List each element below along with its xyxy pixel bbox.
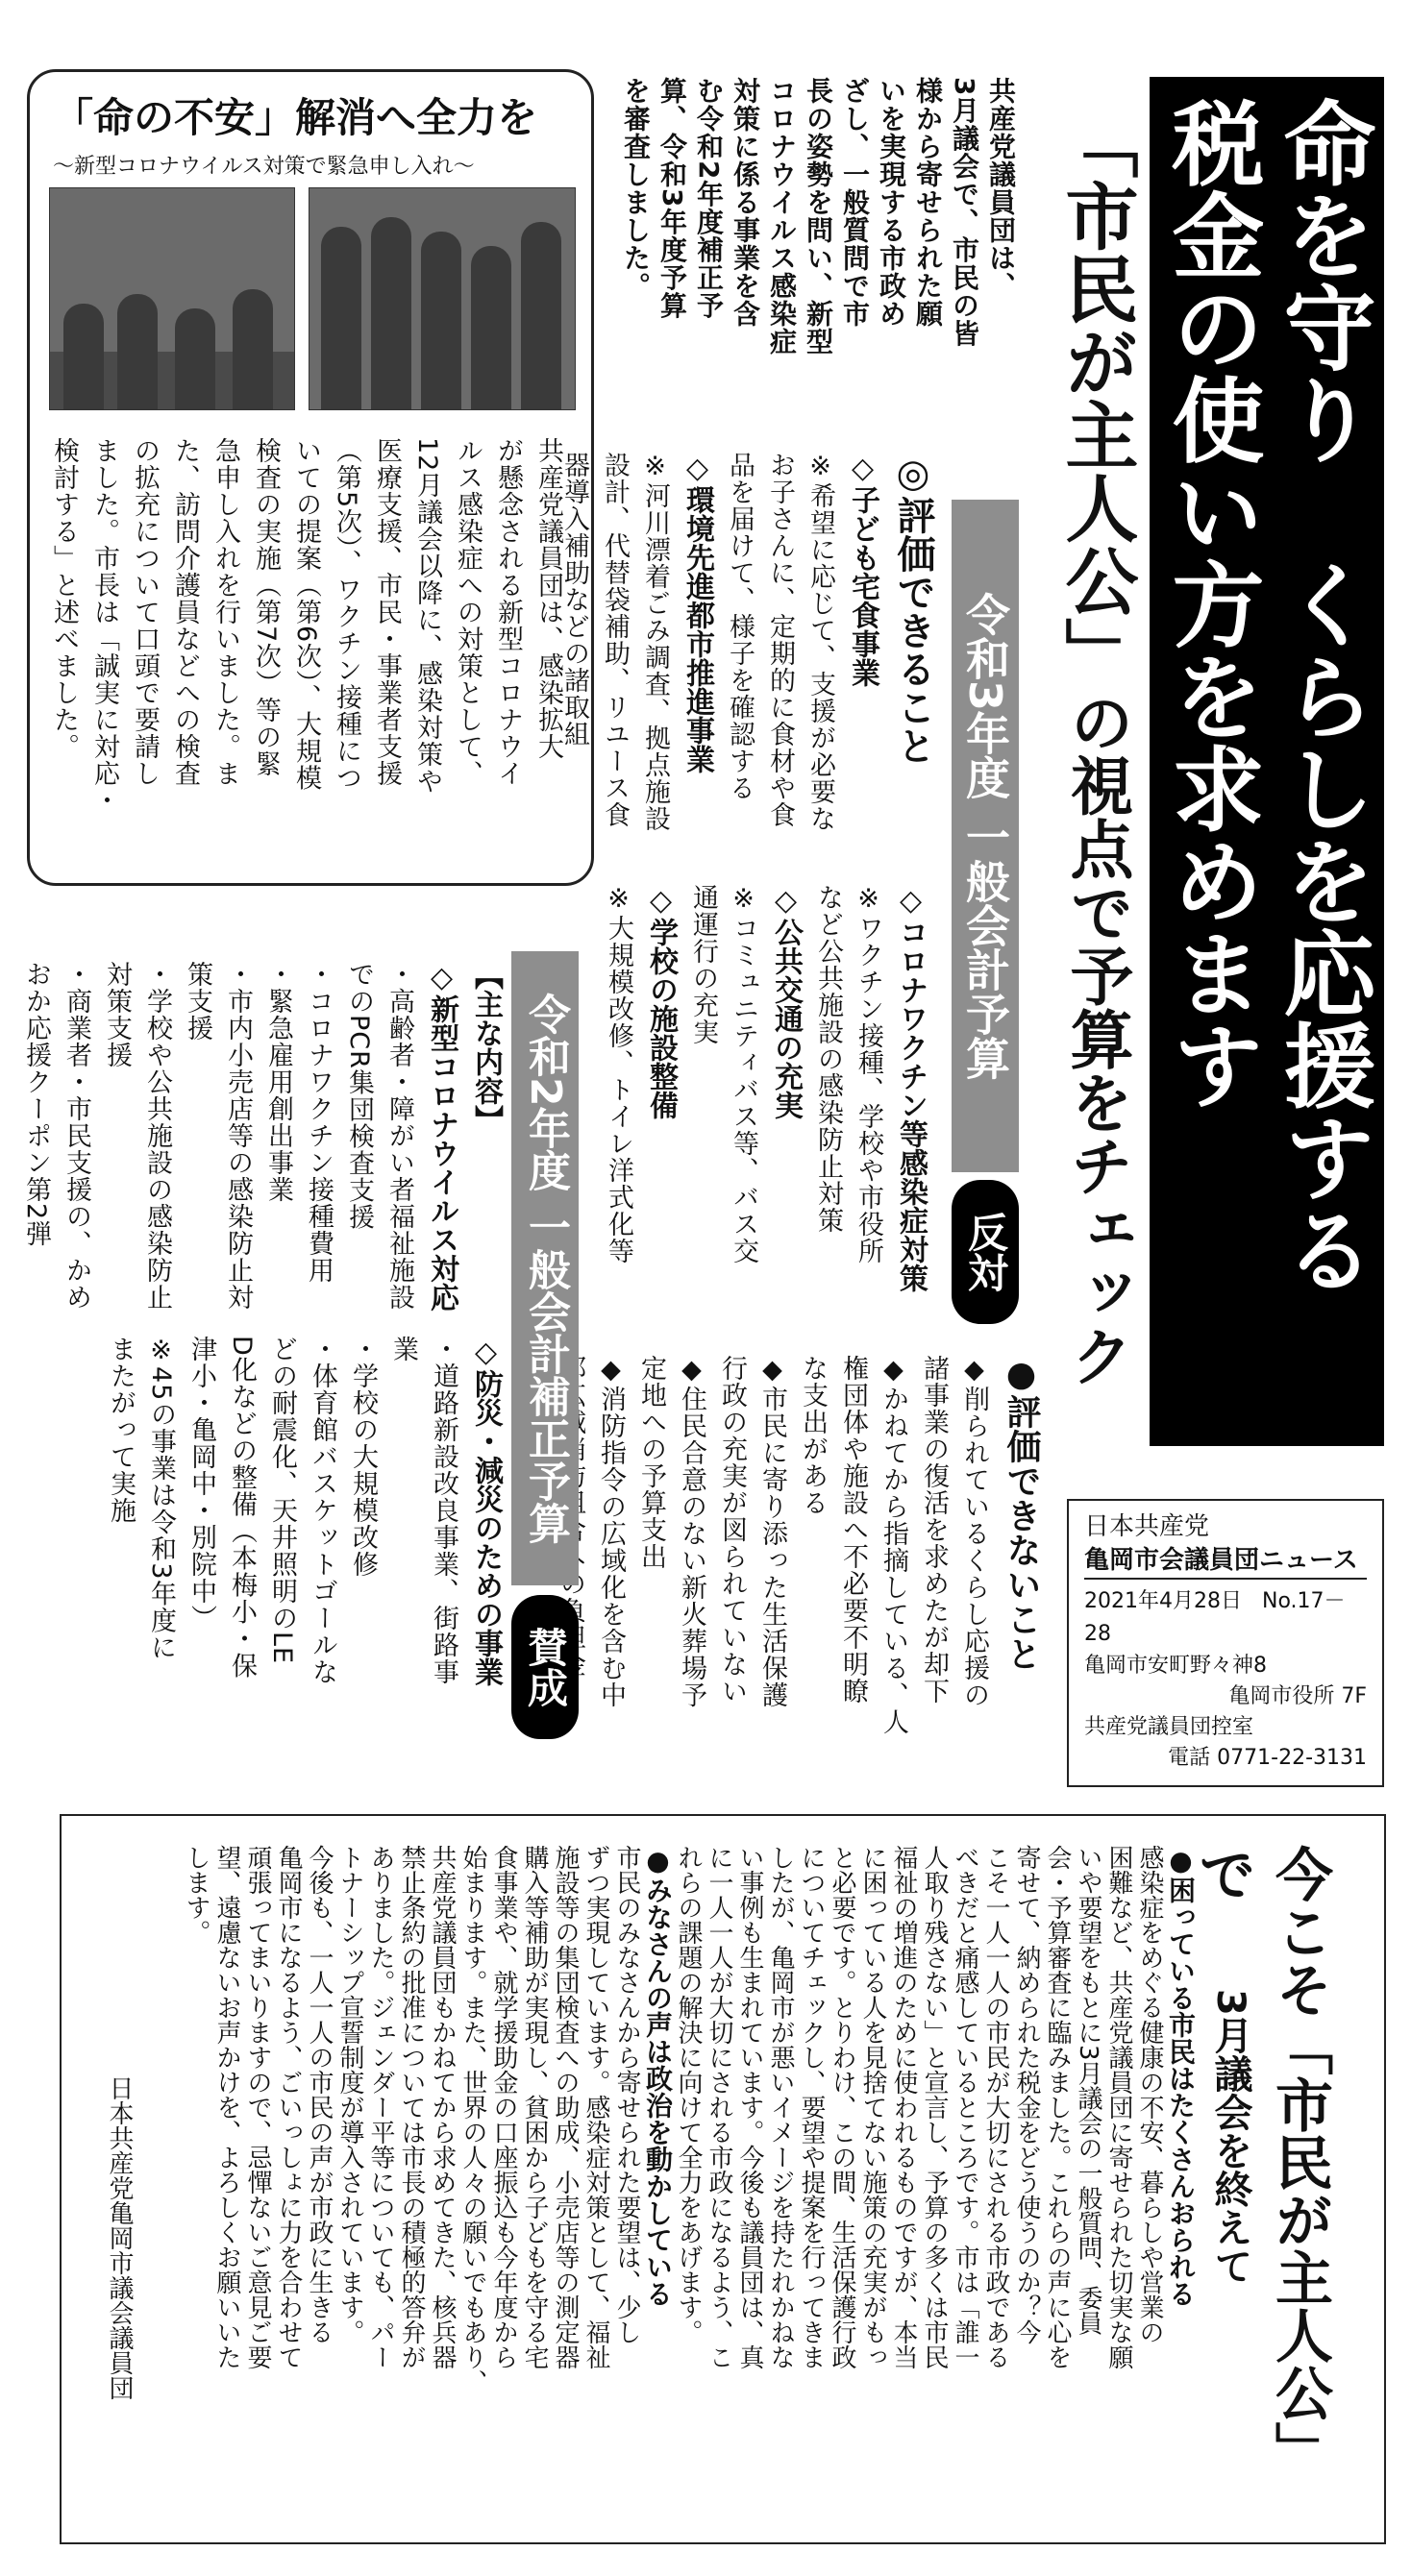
intro-line: 共産党議員団は、	[985, 77, 1017, 300]
headline-main-line: 命を守り くらしを応援する	[1269, 96, 1376, 1295]
r2-line: どの耐震化、天井照明のLE	[267, 1336, 297, 1665]
good-item-head: ◇コロナワクチン等感染症対策	[894, 884, 928, 1292]
bottom-line: いや要望をもとに3月議会の一般質問、委員	[1074, 1845, 1102, 2336]
good-item-line: お子さんに、定期的に食材や食	[765, 452, 795, 828]
r2-line: ・学校の大規模改修	[348, 1336, 378, 1578]
headline-sub	[1038, 106, 1144, 1509]
intro-line: 3月議会で、市民の皆	[949, 77, 980, 348]
bottom-signature: 日本共産党亀岡市議会議員団	[105, 2075, 134, 2400]
good-item-head: ◇公共交通の充実	[769, 884, 803, 1119]
box-body-line: ました。市長は「誠実に対応・	[89, 437, 119, 814]
bottom-line: に困っている人を見捨てない施策の充実がもっ	[858, 1845, 887, 2369]
meeting-photo-right	[309, 187, 576, 410]
r2-line: おか応援クーポン第2弾	[21, 961, 51, 1248]
bottom-line: い事例も生まれています。今後も議員団は、真	[735, 1845, 764, 2369]
good-item-line: 設計、代替袋補助、リユース食	[600, 452, 630, 828]
bottom-line: 始まります。また、世界の人々の願いでもあり、	[458, 1845, 487, 2394]
box-title: 「命の不安」解消へ全力を	[53, 94, 538, 141]
bottom-line: 福祉の増進のために使われるものですが、本当	[889, 1845, 918, 2369]
box-body-line: 共産党議員団は、感染拡大	[533, 437, 563, 760]
good-item-line: 通運行の充実	[688, 884, 718, 1045]
bottom-line: 施設等の集団検査への助成、小売店等の測定器	[551, 1845, 580, 2369]
headline-sub-tail: の視点で予算をチェック	[1059, 690, 1133, 1387]
masthead-date: 2021年4月28日	[1084, 1589, 1242, 1613]
good-item-head: ◇環境先進都市推進事業	[681, 452, 714, 773]
masthead-party: 日本共産党	[1084, 1512, 1210, 1541]
box-body-line: た、訪問介護員などへの検査	[170, 437, 200, 787]
masthead-news: 亀岡市会議員団ニュース	[1084, 1543, 1367, 1580]
bottom-line: べきだと痛感しているところです。市は「誰一	[951, 1845, 979, 2369]
bottom-line: 人取り残さない」と宣言し、予算の多くは市民	[920, 1845, 949, 2369]
intro-line: いを実現する市政め	[876, 77, 907, 328]
bottom-line: と必要です。とりわけ、この間、生活保護行政	[828, 1845, 856, 2369]
intro-line: 算、令和3年度予算	[656, 77, 688, 320]
r3-bad-section	[586, 1355, 1048, 1797]
box-body-line: の拡充について口頭で要請し	[130, 437, 160, 787]
box-body-line: 検査の実施（第7次）等の緊	[251, 437, 281, 778]
bad-item-line: ◆消防指令の広域化を含む中	[596, 1355, 626, 1708]
r2-line: 策支援	[183, 961, 212, 1042]
masthead-room: 共産党議員団控室	[1084, 1715, 1254, 1739]
bottom-line: 共産党議員団もかねてから求めてきた、核兵器	[428, 1845, 457, 2369]
bottom-line: ●みなさんの声は政治を動かしている	[642, 1845, 674, 2307]
box-body	[49, 437, 568, 870]
headline-main-line: 税金の使い方を求めます	[1157, 96, 1265, 1111]
box-body-line: 医療支援、市民・事業者支援	[372, 437, 402, 787]
bottom-line: 今後も、一人一人の市民の声が市政に生きる	[305, 1845, 334, 2344]
good-item-line: ※コミュニティバス等、バス交	[729, 884, 758, 1264]
headline-banner	[1150, 77, 1384, 1446]
intro-line: コロナウイルス感染症	[766, 77, 798, 356]
r2-line: またがって実施	[106, 1336, 136, 1524]
bottom-line: したが、亀岡市が悪いイメージを持たれかねな	[766, 1845, 795, 2369]
r2-line: ・商業者・市民支援の、かめ	[62, 961, 91, 1311]
bottom-line: 市民のみなさんから寄せられた要望は、少し	[612, 1845, 641, 2344]
bottom-line: こそ一人一人の市民が大切にされる市政である	[981, 1845, 1010, 2369]
bottom-line: 困難など、共産党議員団に寄せられた切実な願	[1104, 1845, 1133, 2369]
r3-banner: 令和3年度 一般会計予算	[952, 500, 1019, 1172]
good-item-line: 器導入補助などの諸取組	[559, 452, 589, 748]
box-body-line: いての提案（第6次）、大規模	[291, 437, 321, 792]
r2-line: ・市内小売店等の感染防止対	[223, 961, 253, 1311]
bottom-line: ずつ実現しています。感染症対策として、福祉	[582, 1845, 610, 2369]
good-item-line: 品を届けて、様子を確認する	[725, 452, 755, 801]
r2-badge-support: 賛成	[511, 1595, 579, 1739]
r2-line: 業	[388, 1336, 418, 1362]
r2-contents-label: 【主な内容】	[469, 961, 503, 1134]
r2-line: でのPCR集団検査支援	[344, 961, 374, 1231]
intro-line: 長の姿勢を問い、新型	[803, 77, 834, 356]
intro-line: 様から寄せられた願	[912, 77, 944, 328]
box-body-line: 検討する」と述べました。	[49, 437, 79, 760]
good-heading: ◎評価できること	[891, 452, 935, 765]
r2-line: ・道路新設改良事業、街路事	[429, 1336, 458, 1685]
bottom-line: についてチェックし、要望や提案を行ってきま	[797, 1845, 826, 2369]
r2-line: ※45の事業は令和3年度に	[146, 1336, 176, 1661]
bad-item-line: ◆かねてから指摘している、人	[879, 1355, 908, 1735]
r3-badge-oppose: 反対	[952, 1180, 1019, 1324]
r2-line: ◇防災・減災のための事業	[469, 1336, 503, 1686]
bottom-section	[60, 1814, 1386, 2544]
good-item-line: など公共施設の感染防止対策	[813, 884, 843, 1234]
bottom-line: に一人一人が大切にされる市政になるよう、こ	[705, 1845, 733, 2369]
masthead-address: 亀岡市安町野々神8	[1084, 1654, 1267, 1678]
box-body-line: （第5次）、ワクチン接種につ	[332, 437, 361, 792]
bottom-line: 会・予算審査に臨みました。これらの声に心を	[1043, 1845, 1072, 2369]
intro-line: む令和2年度補正予	[693, 77, 725, 320]
r2-line: ・コロナワクチン接種費用	[304, 961, 334, 1284]
r2-line: ・高齢者・障がい者福祉施設	[384, 961, 414, 1311]
r2-content-2	[38, 1336, 507, 1797]
bad-item-line: 行政の充実が図られていない	[717, 1355, 747, 1705]
bottom-line: します。	[182, 1845, 210, 1945]
intro-line: ざし、一般質問で市	[839, 77, 871, 328]
good-item-line: ※河川漂着ごみ調査、拠点施設	[640, 452, 670, 832]
bottom-line: 寄せて、納められた税金をどう使うのか？今	[1012, 1845, 1041, 2344]
r2-line: 津小・亀岡中・別院中）	[186, 1336, 216, 1631]
good-item-line: ※希望に応じて、支援が必要な	[805, 452, 835, 832]
bad-item-line: 定地への予算支出	[636, 1355, 666, 1570]
bottom-subtitle: 3月議会を終えて	[1208, 1989, 1252, 2285]
r2-line: 対策支援	[102, 961, 132, 1068]
bad-item-line: 権団体や施設へ不必要不明瞭	[838, 1355, 868, 1705]
box-body-line: が懸念される新型コロナウイ	[493, 437, 523, 787]
bottom-line: 亀岡市になるよう、ごいっしょに力を合わせて	[274, 1845, 303, 2369]
masthead-issue: No.17－28	[1084, 1589, 1346, 1646]
bad-item-line: ◆削られているくらし応援の	[959, 1355, 989, 1708]
bottom-title: 今こそ「市民が主人公」で	[1189, 1845, 1333, 2479]
r2-line: ・学校や公共施設の感染防止	[142, 961, 172, 1311]
box-subtitle: ～新型コロナウイルス対策で緊急申し入れ～	[53, 155, 475, 179]
good-item-head: ◇学校の施設整備	[644, 884, 678, 1119]
masthead-dateline	[1084, 1585, 1367, 1651]
bad-heading: ●評価できないこと	[1002, 1355, 1041, 1671]
r2-banner: 令和2年度 一般会計補正予算	[511, 951, 579, 1585]
masthead-phone: 電話 0771-22-3131	[1168, 1746, 1367, 1770]
bottom-line: 禁止条約の批准については市長の積極的答弁が	[397, 1845, 426, 2369]
bottom-line: 望、遠慮ないお声かけを、よろしくお願いいた	[212, 1845, 241, 2369]
bottom-line: れらの課題の解決に向けて全力をあげます。	[674, 1845, 703, 2344]
good-item-head: ◇子ども宅食事業	[846, 452, 879, 687]
urgent-request-box	[27, 69, 594, 886]
bad-item-line: 諸事業の復活を求めたが却下	[919, 1355, 949, 1705]
masthead-office: 亀岡市役所 7F	[1228, 1684, 1367, 1708]
bottom-line: 感染症をめぐる健康の不安、暮らしや営業の	[1135, 1845, 1164, 2344]
good-item-line: ※大規模改修、トイレ洋式化等	[604, 884, 633, 1264]
bottom-line: トナーシップ宣誓制度が導入されています。	[335, 1845, 364, 2344]
bottom-line: 食事業や、就学援助金の口座振込も今年度から	[489, 1845, 518, 2369]
bottom-line: 頑張ってまいりますので、忌憚ないご意見ご要	[243, 1845, 272, 2369]
bad-item-line: ◆住民合意のない新火葬場予	[677, 1355, 706, 1708]
r2-line: ◇新型コロナウイルス対応	[425, 961, 458, 1312]
bad-item-line: ◆市民に寄り添った生活保護	[757, 1355, 787, 1708]
box-body-line: 急申し入れを行いました。ま	[210, 437, 240, 787]
bottom-line: ●困っている市民はたくさんおられる	[1165, 1845, 1197, 2307]
meeting-photo-left	[49, 187, 295, 410]
r2-line: ・体育館バスケットゴールな	[308, 1336, 337, 1685]
bottom-body	[158, 1845, 1196, 2517]
r2-line: D化などの整備（本梅小・保	[227, 1336, 257, 1680]
bad-item-line: な支出がある	[798, 1355, 828, 1516]
box-body-line: 12月議会以降に、感染対策や	[412, 437, 442, 796]
box-body-line: ルス感染症への対策として、	[453, 437, 483, 787]
intro-line: 対策に係る事業を含	[730, 77, 761, 328]
bottom-line: 購入等補助が実現し、貧困から子どもを守る宅	[520, 1845, 549, 2369]
headline-main	[1155, 96, 1378, 1432]
bottom-line: ありました。ジェンダー平等についても、パー	[366, 1845, 395, 2369]
intro-text	[615, 77, 1019, 490]
r2-line: ・緊急雇用創出事業	[263, 961, 293, 1203]
headline-sub-main: 「市民が主人公」	[1053, 106, 1139, 690]
masthead	[1067, 1499, 1384, 1787]
good-item-line: ※ワクチン接種、学校や市役所	[854, 884, 883, 1264]
intro-line: を審査しました。	[620, 77, 652, 300]
